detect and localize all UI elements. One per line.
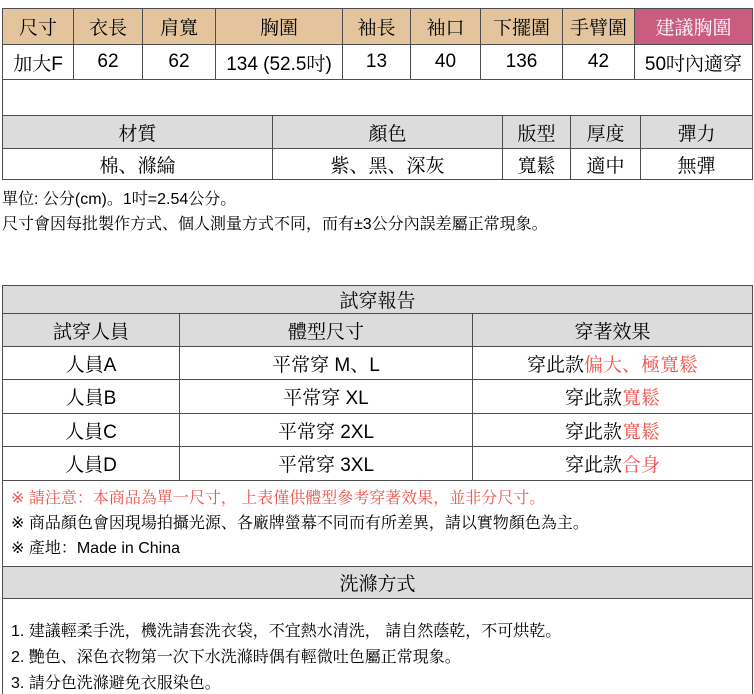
fit-effect-highlight-b: 寬鬆 xyxy=(622,388,661,409)
size-value-row xyxy=(3,45,753,80)
fit-report-table xyxy=(2,285,753,694)
note-origin: ※ 產地：Made in China xyxy=(11,540,181,557)
size-table xyxy=(2,8,753,80)
fit-title-row xyxy=(3,286,753,314)
size-header-suggested-bust: 建議胸圍 xyxy=(635,9,753,45)
unit-note-line2: 尺寸會因每批製作方式、個人測量方式不同，而有±3公分內誤差屬正常現象。 xyxy=(2,216,548,233)
spec-value-color: 紫、黑、深灰 xyxy=(273,149,503,180)
fit-notes-row xyxy=(3,481,753,567)
spec-spacer-cell xyxy=(3,80,753,116)
size-value-shoulder: 62 xyxy=(143,45,216,80)
size-header-hem: 下擺圍 xyxy=(481,9,563,45)
fit-header-person: 試穿人員 xyxy=(3,314,180,347)
spec-value-cut: 寬鬆 xyxy=(503,149,571,180)
fit-effect-a xyxy=(473,347,753,380)
fit-effect-prefix-a: 穿此款 xyxy=(526,354,584,376)
spec-table xyxy=(2,79,753,180)
fit-row-d xyxy=(3,447,753,481)
fit-effect-highlight-d: 合身 xyxy=(622,455,661,476)
size-header-size: 尺寸 xyxy=(3,9,74,45)
fit-row-a xyxy=(3,347,753,380)
wash-steps-row xyxy=(3,599,753,694)
spec-header-cut: 版型 xyxy=(503,116,571,149)
size-header-length: 衣長 xyxy=(74,9,143,45)
fit-effect-prefix-c: 穿此款 xyxy=(564,421,622,443)
fit-header-body-size: 體型尺寸 xyxy=(180,314,473,347)
size-value-sleeve-length: 13 xyxy=(343,45,411,80)
fit-body-size-a: 平常穿 M、L xyxy=(180,347,473,380)
size-value-length: 62 xyxy=(74,45,143,80)
size-value-cuff: 40 xyxy=(411,45,481,80)
size-header-shoulder: 肩寬 xyxy=(143,9,216,45)
size-header-arm: 手臂圍 xyxy=(563,9,635,45)
fit-effect-highlight-a: 偏大、極寬鬆 xyxy=(584,354,699,376)
size-value-size: 加大F xyxy=(3,45,74,80)
fit-header-effect: 穿著效果 xyxy=(473,314,753,347)
spec-header-stretch: 彈力 xyxy=(641,116,753,149)
wash-steps-cell xyxy=(3,599,753,694)
fit-effect-d xyxy=(473,447,753,481)
spec-value-thickness: 適中 xyxy=(571,149,641,180)
spec-value-row xyxy=(3,149,753,180)
fit-report-title: 試穿報告 xyxy=(3,286,753,314)
fit-header-row xyxy=(3,314,753,347)
size-header-cuff: 袖口 xyxy=(411,9,481,45)
fit-effect-prefix-d: 穿此款 xyxy=(564,455,622,476)
fit-person-a: 人員A xyxy=(3,347,180,380)
fit-notes-cell xyxy=(3,481,753,567)
size-header-row xyxy=(3,9,753,45)
spec-value-stretch: 無彈 xyxy=(641,149,753,180)
wash-step-3: 3. 請分色洗滌避免衣服染色。 xyxy=(11,675,221,692)
fit-effect-c xyxy=(473,414,753,447)
size-value-bust: 134 (52.5吋) xyxy=(216,45,343,80)
fit-effect-b xyxy=(473,380,753,414)
size-header-bust: 胸圍 xyxy=(216,9,343,45)
spec-value-material: 棉、滌綸 xyxy=(3,149,273,180)
spec-header-thickness: 厚度 xyxy=(571,116,641,149)
fit-person-c: 人員C xyxy=(3,414,180,447)
spec-spacer-row xyxy=(3,80,753,116)
fit-row-c xyxy=(3,414,753,447)
spec-header-color: 顏色 xyxy=(273,116,503,149)
fit-body-size-d: 平常穿 3XL xyxy=(180,447,473,481)
fit-effect-highlight-c: 寬鬆 xyxy=(622,421,661,443)
note-warning: ※ 請注意：本商品為單一尺寸， 上表僅供體型參考穿著效果，並非分尺寸。 xyxy=(11,490,546,507)
fit-body-size-b: 平常穿 XL xyxy=(180,380,473,414)
fit-row-b xyxy=(3,380,753,414)
wash-step-2: 2. 艷色、深色衣物第一次下水洗滌時偶有輕微吐色屬正常現象。 xyxy=(11,649,461,666)
fit-body-size-c: 平常穿 2XL xyxy=(180,414,473,447)
fit-effect-prefix-b: 穿此款 xyxy=(564,388,622,409)
wash-title-row xyxy=(3,567,753,599)
wash-title: 洗滌方式 xyxy=(3,567,753,599)
spec-header-material: 材質 xyxy=(3,116,273,149)
spec-header-row xyxy=(3,116,753,149)
unit-notes xyxy=(2,187,752,237)
note-color: ※ 商品顏色會因現場拍攝光源、各廠牌螢幕不同而有所差異，請以實物顏色為主。 xyxy=(11,515,589,532)
size-value-hem: 136 xyxy=(481,45,563,80)
size-header-sleeve-length: 袖長 xyxy=(343,9,411,45)
unit-note-line1: 單位: 公分(cm)。1吋=2.54公分。 xyxy=(2,191,237,208)
fit-person-b: 人員B xyxy=(3,380,180,414)
wash-step-1: 1. 建議輕柔手洗，機洗請套洗衣袋，不宜熱水清洗， 請自然蔭乾，不可烘乾。 xyxy=(11,623,562,640)
size-value-suggested-bust: 50吋內適穿 xyxy=(635,45,753,80)
size-value-arm: 42 xyxy=(563,45,635,80)
fit-person-d: 人員D xyxy=(3,447,180,481)
